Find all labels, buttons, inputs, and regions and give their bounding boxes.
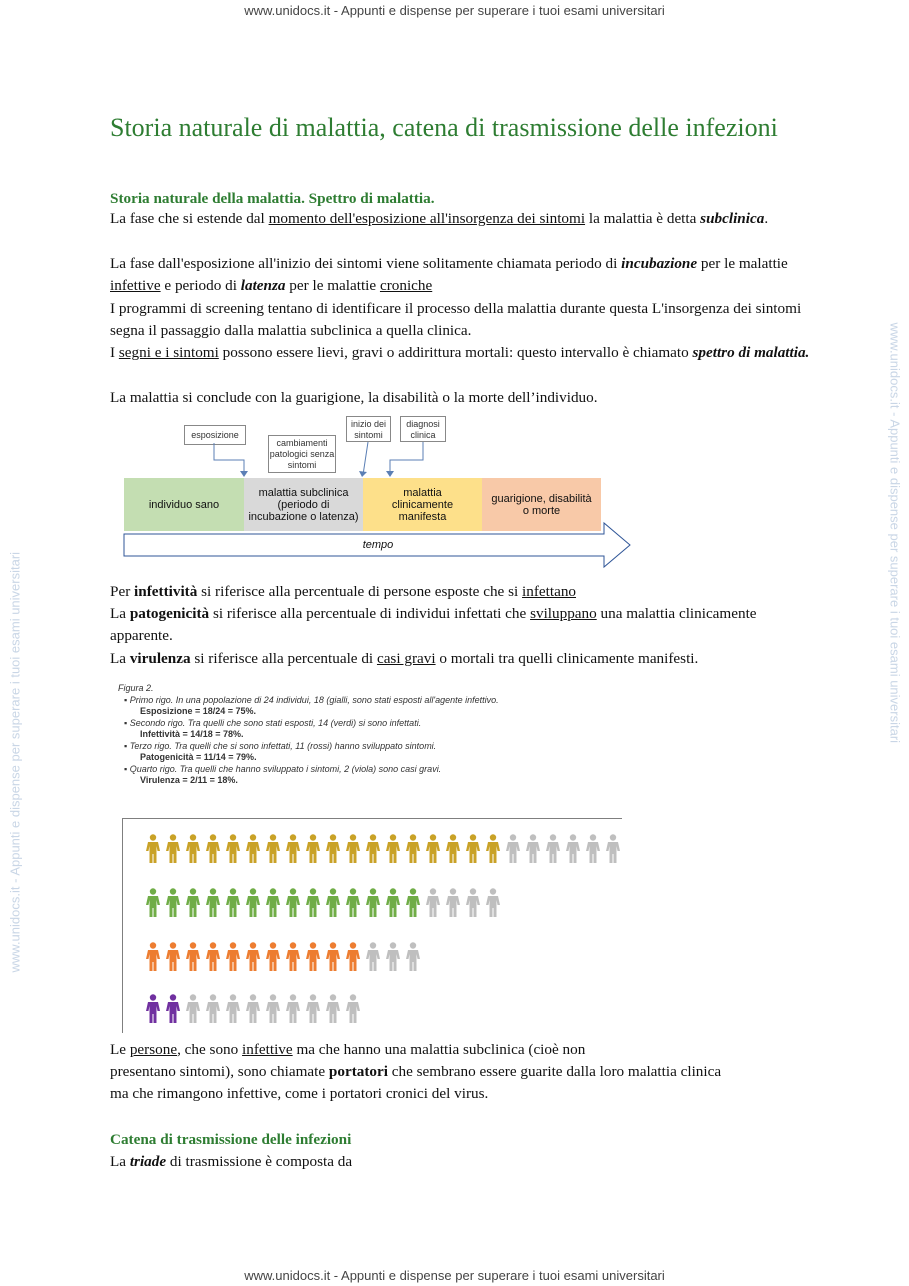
line-portatori-3: ma che rimangono infettive, come i portatori cronici del virus. <box>110 1085 489 1102</box>
person-icon <box>226 994 240 1024</box>
line-portatori-2: presentano sintomi), sono chiamate portatori che sembrano essere guarite dalla loro malattia clinica <box>110 1063 722 1080</box>
person-icon <box>446 834 460 864</box>
person-icon <box>446 888 460 918</box>
label-diagnosi: diagnosi clinica <box>400 416 446 442</box>
person-icon <box>246 888 260 918</box>
person-icon <box>146 942 160 972</box>
figure2-item: ▪ Quarto rigo. Tra quelli che hanno sviluppato i sintomi, 2 (viola) sono casi gravi. Virulenza = 2/11 = 18%. <box>124 763 442 785</box>
person-icon <box>146 834 160 864</box>
person-icon <box>606 834 620 864</box>
label-cambiamenti: cambiamenti patologici senza sintomi <box>268 435 336 473</box>
person-icon <box>266 994 280 1024</box>
line-portatori-1: Le persone, che sono infettive ma che hanno una malattia subclinica (cioè non <box>110 1041 586 1058</box>
person-icon <box>346 942 360 972</box>
person-icon <box>186 888 200 918</box>
paragraph-screening: I programmi di screening tentano di identificare il processo della malattia durante questa L'insorgenza dei sintomi segna il passaggio dalla malattia subclinica a quella clinica. <box>110 300 802 340</box>
person-icon <box>386 888 400 918</box>
person-icon <box>366 942 380 972</box>
section-heading-catena: Catena di trasmissione delle infezioni <box>110 1131 352 1148</box>
person-icon <box>326 942 340 972</box>
person-icon <box>246 942 260 972</box>
figure2-caption: Figura 2. <box>118 683 154 693</box>
person-icon <box>206 942 220 972</box>
person-icon <box>226 834 240 864</box>
person-icon <box>226 942 240 972</box>
person-icon <box>146 888 160 918</box>
person-icon <box>166 994 180 1024</box>
line-infettivita: Per infettività si riferisce alla percentuale di persone esposte che si infettano <box>110 583 577 600</box>
phase-clinica: malattia clinicamente manifesta <box>363 478 482 531</box>
person-icon <box>466 888 480 918</box>
section-heading-storia: Storia naturale della malattia. Spettro di malattia. <box>110 190 435 207</box>
person-icon <box>486 888 500 918</box>
person-icon <box>266 834 280 864</box>
person-icon <box>326 834 340 864</box>
person-icon <box>466 834 480 864</box>
person-icon <box>366 888 380 918</box>
label-inizio-sintomi: inizio dei sintomi <box>346 416 391 442</box>
person-icon <box>586 834 600 864</box>
person-icon <box>306 888 320 918</box>
person-icon <box>526 834 540 864</box>
person-icon <box>286 994 300 1024</box>
person-icon <box>266 942 280 972</box>
natural-history-diagram <box>118 415 638 575</box>
paragraph-conclusione: La malattia si conclude con la guarigione, la disabilità o la morte dell’individuo. <box>110 389 598 406</box>
page-title: Storia naturale di malattia, catena di trasmissione delle infezioni <box>110 113 778 142</box>
arrow-label-tempo: tempo <box>362 539 394 551</box>
paragraph-subclinica: La fase che si estende dal momento dell'esposizione all'insorgenza dei sintomi la malattia è detta subclinica. <box>110 210 769 227</box>
person-icon <box>346 834 360 864</box>
figure2-item: ▪ Terzo rigo. Tra quelli che si sono infettati, 11 (rossi) hanno sviluppato sintomi. Patogenicità = 11/14 = 79%. <box>124 740 437 762</box>
person-icon <box>386 834 400 864</box>
phase-subclinica: malattia subclinica (periodo di incubazione o latenza) <box>244 478 363 531</box>
person-icon <box>186 942 200 972</box>
pictogram-axis-top <box>122 818 622 819</box>
person-icon <box>266 888 280 918</box>
side-watermark-left: www.unidocs.it - Appunti e dispense per superare i tuoi esami universitari <box>7 551 23 973</box>
person-icon <box>406 888 420 918</box>
label-esposizione: esposizione <box>184 425 246 445</box>
person-icon <box>326 888 340 918</box>
side-watermark-right: www.unidocs.it - Appunti e dispense per superare i tuoi esami universitari <box>887 322 903 744</box>
person-icon <box>166 942 180 972</box>
page-header: www.unidocs.it - Appunti e dispense per superare i tuoi esami universitari <box>244 3 665 18</box>
figure2-item: ▪ Primo rigo. In una popolazione di 24 individui, 18 (gialli, sono stati esposti all'agente infettivo. Esposizione = 18/24 = 75%. <box>124 694 499 716</box>
person-icon <box>146 994 160 1024</box>
person-icon <box>186 994 200 1024</box>
line-triade: La triade di trasmissione è composta da <box>110 1153 353 1170</box>
person-icon <box>206 834 220 864</box>
person-icon <box>246 834 260 864</box>
person-icon <box>286 888 300 918</box>
paragraph-incubazione: La fase dall'esposizione all'inizio dei sintomi viene solitamente chiamata periodo di incubazione per le malattie infettive e periodo di latenza per le malattie croniche <box>110 255 788 295</box>
person-icon <box>166 834 180 864</box>
person-icon <box>406 942 420 972</box>
person-icon <box>286 942 300 972</box>
person-icon <box>226 888 240 918</box>
person-icon <box>366 834 380 864</box>
person-icon <box>386 942 400 972</box>
person-icon <box>326 994 340 1024</box>
person-icon <box>306 994 320 1024</box>
figure2-caption-block <box>118 683 618 787</box>
person-icon <box>346 888 360 918</box>
person-icon <box>166 888 180 918</box>
line-virulenza: La virulenza si riferisce alla percentuale di casi gravi o mortali tra quelli clinicamente manifesti. <box>110 650 699 667</box>
page-footer: www.unidocs.it - Appunti e dispense per superare i tuoi esami universitari <box>244 1268 665 1283</box>
person-icon <box>486 834 500 864</box>
population-pictogram <box>122 818 632 1033</box>
phase-esito: guarigione, disabilità o morte <box>482 478 601 531</box>
person-icon <box>286 834 300 864</box>
person-icon <box>426 888 440 918</box>
person-icon <box>306 942 320 972</box>
person-icon <box>346 994 360 1024</box>
figure2-item: ▪ Secondo rigo. Tra quelli che sono stati esposti, 14 (verdi) si sono infettati. Infettività = 14/18 = 78%. <box>124 717 422 739</box>
line-patogenicita: La patogenicità si riferisce alla percentuale di individui infettati che sviluppano una malattia clinicamente apparente. <box>110 605 757 645</box>
person-icon <box>246 994 260 1024</box>
person-icon <box>426 834 440 864</box>
person-icon <box>546 834 560 864</box>
person-icon <box>506 834 520 864</box>
person-icon <box>206 888 220 918</box>
phase-individuo-sano: individuo sano <box>124 478 244 531</box>
paragraph-segni-sintomi: I segni e i sintomi possono essere lievi, gravi o addirittura mortali: questo intervallo è chiamato spettro di malattia. <box>110 344 810 361</box>
person-icon <box>306 834 320 864</box>
person-icon <box>406 834 420 864</box>
person-icon <box>206 994 220 1024</box>
person-icon <box>186 834 200 864</box>
pictogram-axis-left <box>122 818 123 1033</box>
person-icon <box>566 834 580 864</box>
